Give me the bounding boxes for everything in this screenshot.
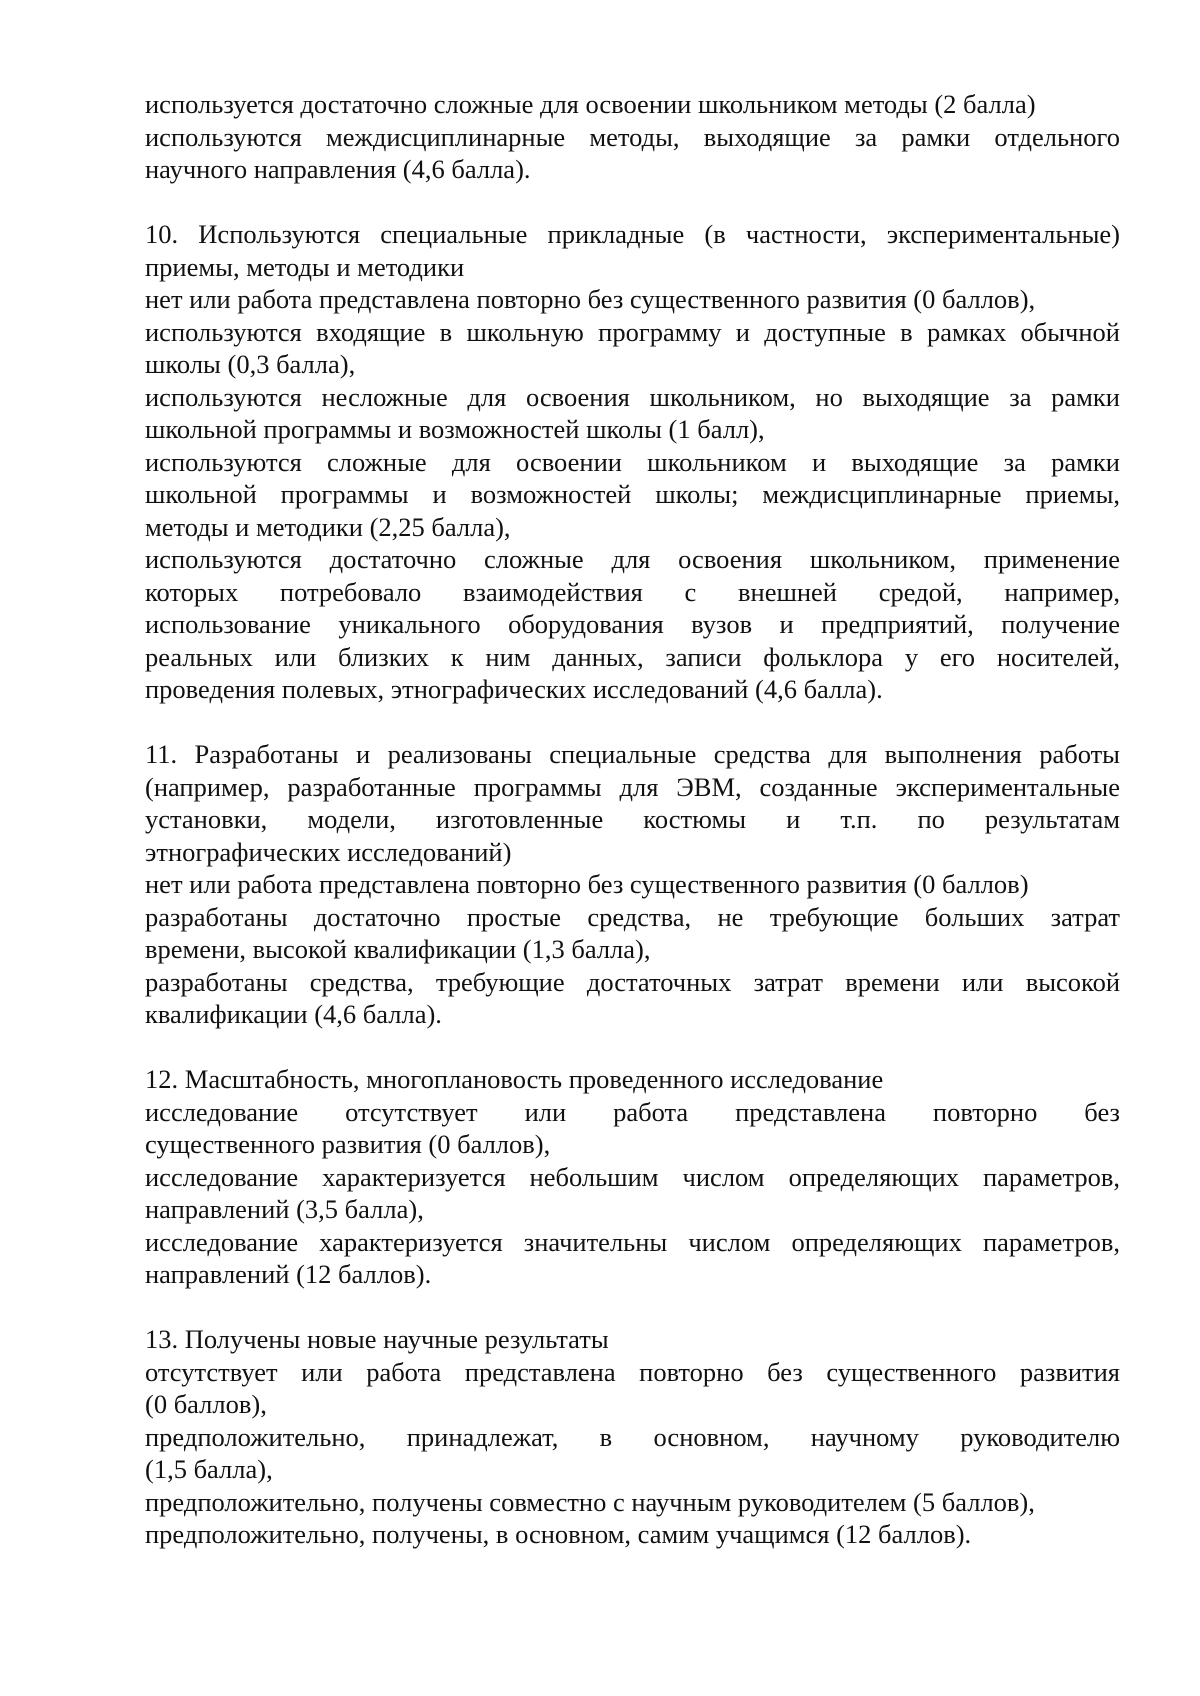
text-line: нет или работа представлена повторно без существенного развития (0 баллов) [145,869,1029,899]
text-line: установки, модели, изготовленные костюмы и т.п. по результатам [145,804,1120,834]
criterion-heading-line: 10. Используются специальные прикладные (в частности, экспериментальные) [145,219,1120,249]
text-line: предположительно, получены, в основном, самим учащимся (12 баллов). [145,1519,972,1549]
text-line: исследование характеризуется значительны числом определяющих параметров, [145,1226,1120,1257]
text-line: приемы, методы и методики [145,251,465,282]
text-line: направлений (12 баллов). [145,1259,432,1289]
criterion-12-paragraph [145,1063,1120,1291]
text-line: школьной программы и возможностей школы (1 балл), [145,414,765,444]
text-line: исследование характеризуется небольшим числом определяющих параметров, [145,1161,1120,1192]
text-line: методы и методики (2,25 балла), [145,511,511,542]
text-line: квалификации (4,6 балла). [145,999,442,1029]
text-line: предположительно, принадлежат, в основном, научному руководителю [145,1421,1120,1452]
document-page [145,88,1120,1583]
text-line: научного направления (4,6 балла). [145,154,531,184]
text-line: этнографических исследований) [145,836,512,867]
text-line: нет или работа представлена повторно без существенного развития (0 баллов), [145,284,1036,314]
criterion-heading-line: 11. Разработаны и реализованы специальные средства для выполнения работы [145,739,1120,769]
text-line: направлений (3,5 балла), [145,1194,424,1224]
text-line: предположительно, получены совместно с научным руководителем (5 баллов), [145,1486,1035,1517]
criterion-10-paragraph [145,218,1120,706]
text-line: проведения полевых, этнографических исследований (4,6 балла). [145,674,883,704]
criterion-11-paragraph [145,738,1120,1031]
text-line: времени, высокой квалификации (1,3 балла), [145,934,651,964]
text-line: используются достаточно сложные для освоения школьником, применение [145,544,1120,574]
text-line: использование уникального оборудования вузов и предприятий, получение [145,609,1120,639]
criterion-heading-line: 12. Масштабность, многоплановость проведенного исследование [145,1064,884,1094]
text-line: разработаны достаточно простые средства, не требующие больших затрат [145,901,1120,932]
text-line: исследование отсутствует или работа представлена повторно без [145,1096,1120,1127]
text-line: отсутствует или работа представлена повторно без существенного развития [145,1356,1120,1387]
text-line: разработаны средства, требующие достаточных затрат времени или высокой [145,966,1120,997]
text-line: используются междисциплинарные методы, выходящие за рамки отдельного [145,121,1120,152]
text-line: школьной программы и возможностей школы; междисциплинарные приемы, [145,479,1120,509]
text-line: используются сложные для освоении школьником и выходящие за рамки [145,446,1120,477]
text-line: реальных или близких к ним данных, записи фольклора у его носителей, [145,641,1120,672]
text-line: которых потребовало взаимодействия с внешней средой, например, [145,576,1120,607]
text-line: школы (0,3 балла), [145,349,356,379]
text-line: используются несложные для освоения школьником, но выходящие за рамки [145,381,1120,412]
criterion-heading-line: 13. Получены новые научные результаты [145,1324,609,1354]
criterion-13-paragraph [145,1323,1120,1551]
text-line: существенного развития (0 баллов), [145,1129,551,1159]
text-line: (1,5 балла), [145,1454,273,1484]
text-line: используется достаточно сложные для освоении школьником методы (2 балла) [145,89,1036,119]
text-line: (0 баллов), [145,1389,267,1419]
text-line: (например, разработанные программы для ЭВМ, созданные экспериментальные [145,771,1120,802]
methods-continuation-paragraph [145,88,1120,186]
text-line: используются входящие в школьную программу и доступные в рамках обычной [145,316,1120,347]
